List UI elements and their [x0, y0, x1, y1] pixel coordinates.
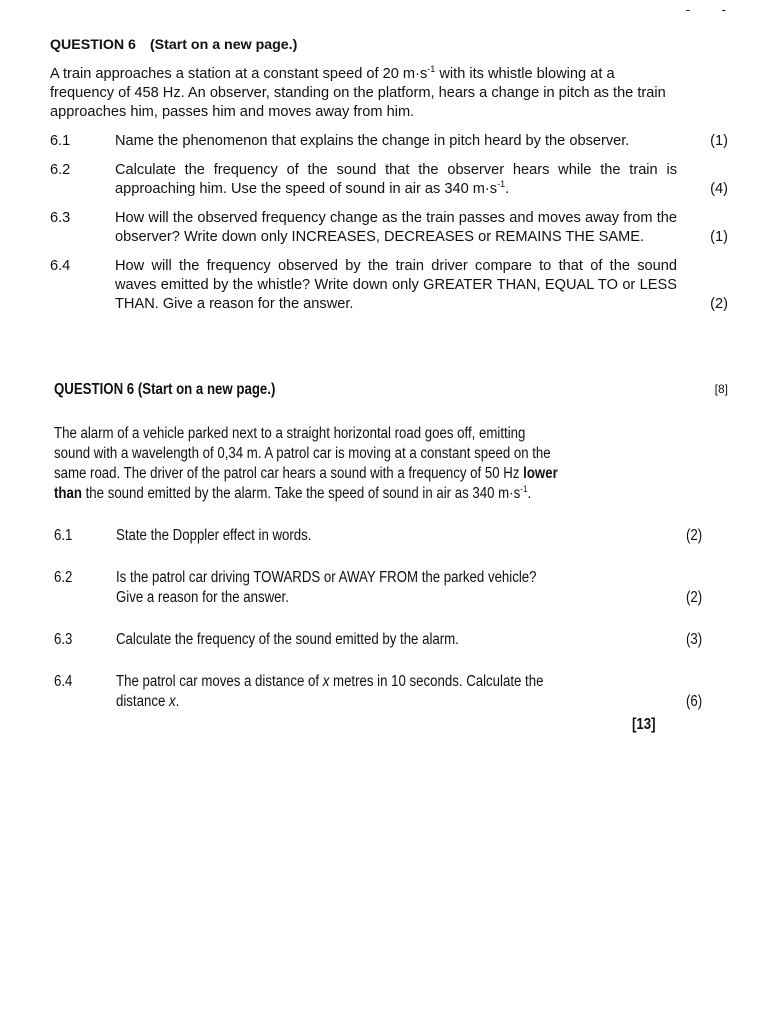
question-6-train	[50, 36, 730, 396]
sub-question-number: 6.2	[54, 569, 73, 586]
sub-question-text: How will the frequency observed by the train driver compare to that of the sound waves emitted by the whistle? Write down only GREATER THAN, EQUAL TO or LESS THAN. Give a reason for the answer.	[115, 258, 677, 312]
sub-question-text: Calculate the frequency of the sound that the observer hears while the train is approaching him. Use the speed of sound in air as 340 $m\cdot s^{-1}$.	[115, 162, 677, 197]
sub-question-6-1	[54, 526, 726, 546]
sub-question-6-4	[54, 672, 726, 712]
sub-question-6-2	[54, 568, 726, 608]
mark-allocation: (3)	[686, 631, 703, 648]
sub-question-number: 6.1	[50, 133, 71, 149]
question-intro: A train approaches a station at a constant speed of 20 $m\cdot s^{-1}$ with its whistle blowing at a frequency of 458 Hz. An observer, standing on the platform, hears a change in pitch as the train approaches him, passes him and moves away from him.	[50, 64, 666, 120]
sub-question-number: 6.4	[54, 673, 73, 690]
sub-question-number: 6.4	[50, 258, 71, 274]
sub-question-number: 6.2	[50, 162, 71, 178]
sub-question-6-1	[50, 132, 730, 151]
mark-allocation: (2)	[686, 527, 703, 544]
sub-question-6-3	[54, 630, 726, 650]
mark-allocation: (1)	[710, 133, 728, 149]
corner-marks: - -	[685, 2, 740, 17]
sub-question-text: State the Doppler effect in words.	[116, 527, 312, 544]
sub-question-text: Calculate the frequency of the sound emitted by the alarm.	[116, 631, 459, 648]
sub-question-text: Name the phenomenon that explains the change in pitch heard by the observer.	[115, 133, 630, 149]
question-title: QUESTION 6 (Start on a new page.)	[50, 37, 298, 53]
question-title: QUESTION 6 (Start on a new page.)	[54, 381, 276, 398]
sub-question-6-3	[50, 209, 730, 247]
sub-question-number: 6.3	[54, 631, 73, 648]
sub-question-number: 6.1	[54, 527, 73, 544]
cut-off-total: [8]	[714, 382, 728, 396]
mark-allocation: (4)	[710, 181, 728, 197]
mark-allocation: (1)	[710, 229, 728, 245]
question-intro: The alarm of a vehicle parked next to a straight horizontal road goes off, emitting sound with a wavelength of 0,34 m. A patrol car is moving at a constant speed on the same road. The driver of the patrol car hears a sound with a frequency of 50 Hz lower than the sound emitted by the alarm. Take the speed of sound in air as 340 $m\cdot s^{-1}$.	[54, 425, 558, 502]
question-6-patrol-car	[54, 380, 726, 734]
mark-allocation: (2)	[686, 589, 703, 606]
mark-allocation: (6)	[686, 693, 703, 710]
sub-question-number: 6.3	[50, 210, 71, 226]
sub-question-text: How will the observed frequency change as the train passes and moves away from the observer? Write down only INCREASES, DECREASES or REMAINS THE SAME.	[115, 210, 677, 245]
sub-question-text: The patrol car moves a distance of x metres in 10 seconds. Calculate the distance x.	[116, 673, 544, 710]
sub-question-6-2	[50, 161, 730, 199]
mark-allocation: (2)	[710, 296, 728, 312]
sub-question-text: Is the patrol car driving TOWARDS or AWAY FROM the parked vehicle? Give a reason for the answer.	[116, 569, 537, 606]
sub-question-6-4	[50, 257, 730, 314]
question-total: [13]	[632, 716, 656, 733]
